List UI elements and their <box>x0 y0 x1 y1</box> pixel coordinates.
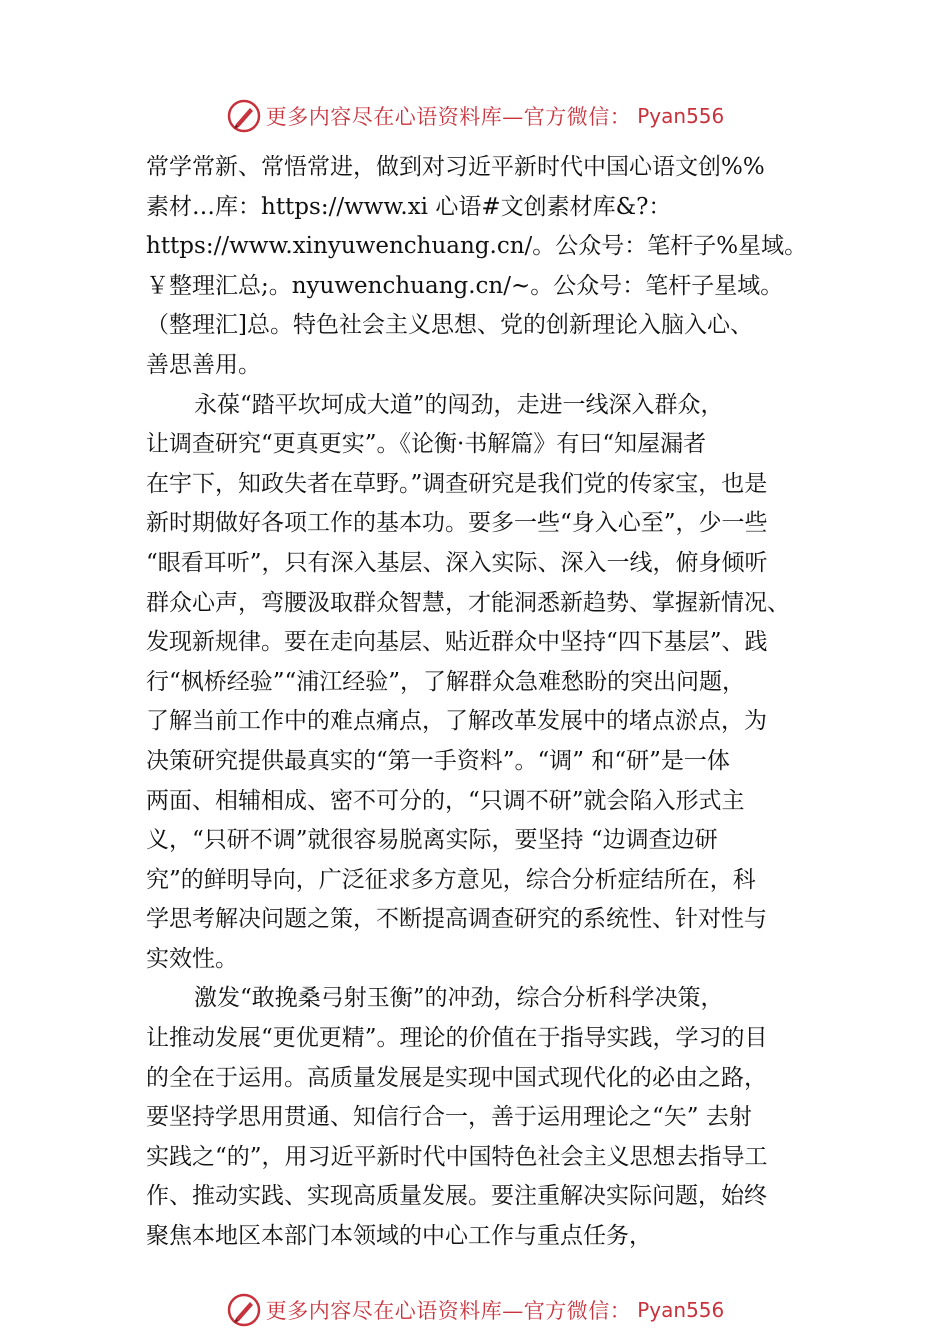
text-line: 了解当前工作中的难点痛点，了解改革发展中的堵点淤点，为 <box>146 708 767 735</box>
text-line: 行“枫桥经验”“浦江经验”，了解群众急难愁盼的突出问题， <box>146 668 746 695</box>
footer-banner-text: 更多内容尽在心语资料库—官方微信： <box>265 1299 632 1323</box>
text-line: 究”的鲜明导向，广泛征求多方意见，综合分析症结所在，科 <box>146 866 756 893</box>
header-wechat-id: Pyan556 <box>637 104 725 128</box>
text-line: 让推动发展“更优更精”。理论的价值在于指导实践，学习的目 <box>146 1025 768 1052</box>
text-line: 在宇下，知政失者在草野。”调查研究是我们党的传家宝，也是 <box>146 470 768 497</box>
header-banner <box>0 94 950 138</box>
text-line: 义，“只研不调”就很容易脱离实际，要坚持 “边调查边研 <box>146 827 718 854</box>
text-line: 发现新规律。要在走向基层、贴近群众中坚持“四下基层”、践 <box>146 629 768 656</box>
text-line: ￥整理汇总;。nyuwenchuang.cn/~。公众号：笔杆子星域。 <box>146 272 784 299</box>
text-line: 素材…库：https://www.xi 心语#文创素材库&?： <box>146 193 672 220</box>
text-line: 新时期做好各项工作的基本功。要多一些“身入心至”，少一些 <box>146 510 768 537</box>
paragraph-first-line: 激发“敢挽桑弓射玉衡”的冲劲，综合分析科学决策， <box>194 985 724 1012</box>
text-line: 聚焦本地区本部门本领域的中心工作与重点任务， <box>146 1223 652 1250</box>
text-line: 让调查研究“更真更实”。《论衡·书解篇》有曰“知屋漏者 <box>146 431 707 458</box>
text-line: https://www.xinyuwenchuang.cn/。公众号：笔杆子%星域。 <box>146 233 808 260</box>
text-line: 的全在于运用。高质量发展是实现中国式现代化的必由之路， <box>146 1064 767 1091</box>
text-line: 学思考解决问题之策，不断提高调查研究的系统性、针对性与 <box>146 906 767 933</box>
text-line: “眼看耳听”，只有深入基层、深入实际、深入一线，俯身倾听 <box>146 549 768 576</box>
paragraph-first-line: 永葆“踏平坎坷成大道”的闯劲，走进一线深入群众， <box>194 391 724 418</box>
text-line: 两面、相辅相成、密不可分的，“只调不研”就会陷入形式主 <box>146 787 745 814</box>
text-line: 要坚持学思用贯通、知信行合一，善于运用理论之“矢” 去射 <box>146 1104 752 1131</box>
text-line: 善思善用。 <box>146 351 261 378</box>
text-line: （整理汇]总。特色社会主义思想、党的创新理论入脑入心、 <box>146 312 753 339</box>
pen-logo-icon <box>226 98 262 134</box>
document-body <box>146 148 826 1257</box>
footer-banner <box>0 1288 950 1332</box>
text-line: 群众心声，弯腰汲取群众智慧，才能洞悉新趋势、掌握新情况、 <box>146 589 790 616</box>
footer-wechat-id: Pyan556 <box>637 1298 725 1322</box>
text-line: 决策研究提供最真实的“第一手资料”。“调” 和“研”是一体 <box>146 747 730 774</box>
text-line: 实践之“的”，用习近平新时代中国特色社会主义思想去指导工 <box>146 1143 768 1170</box>
text-line: 实效性。 <box>146 945 238 972</box>
text-line: 作、推动实践、实现高质量发展。要注重解决实际问题，始终 <box>146 1183 767 1210</box>
text-line: 常学常新、常悟常进，做到对习近平新时代中国心语文创%% <box>146 154 765 180</box>
pen-logo-icon <box>226 1292 262 1328</box>
header-banner-text: 更多内容尽在心语资料库—官方微信： <box>265 105 632 129</box>
